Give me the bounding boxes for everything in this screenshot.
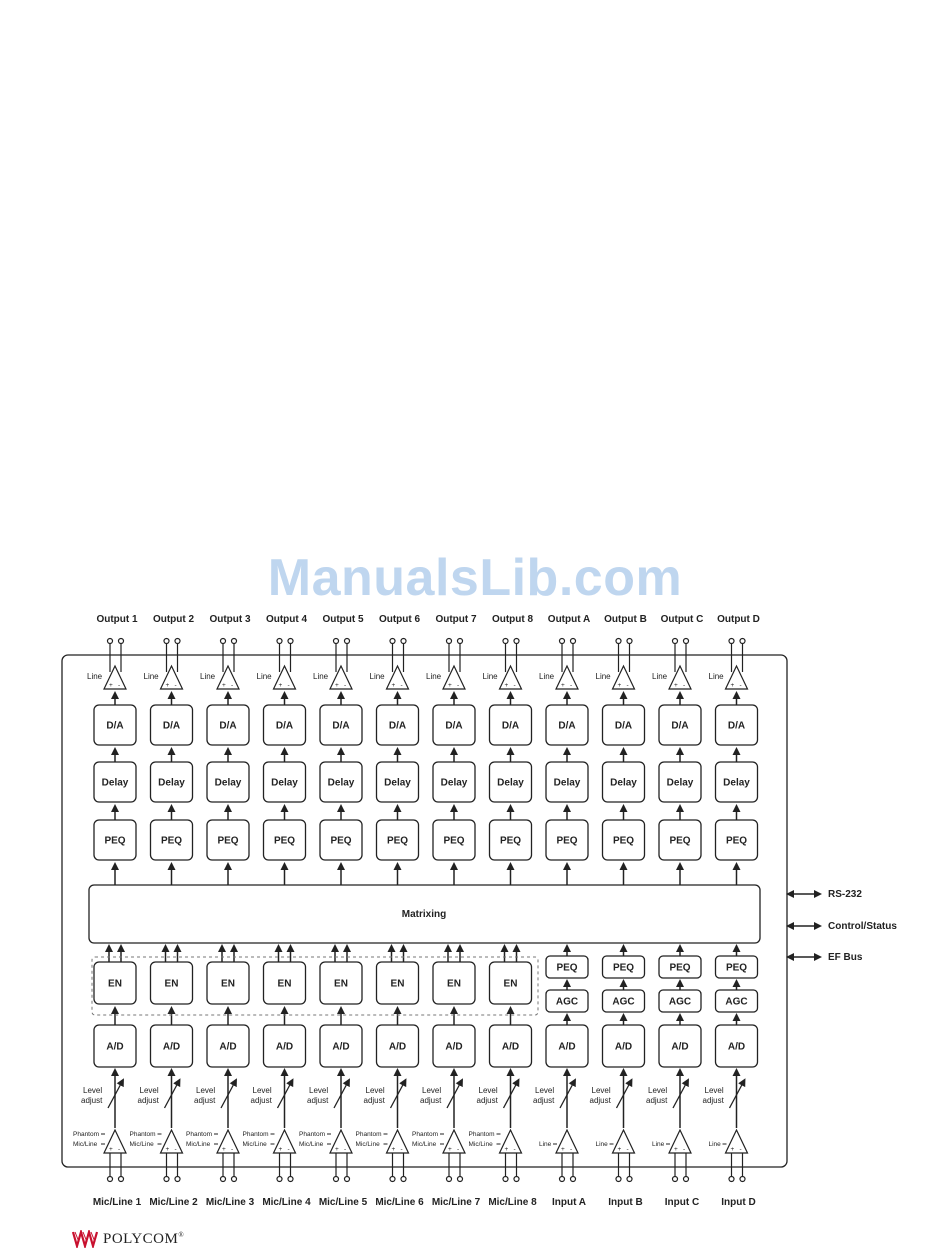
input-peq-label: PEQ (725, 962, 748, 974)
da-label: D/A (219, 720, 237, 732)
line-amp-triangle (443, 666, 465, 689)
adjust-label: adjust (363, 1096, 385, 1105)
level-label: Level (252, 1086, 272, 1095)
peq-label: PEQ (443, 835, 465, 847)
line-amp-triangle (217, 666, 239, 689)
input-amp-triangle (387, 1130, 409, 1153)
input-terminal (684, 1177, 689, 1182)
amp-minus: - (400, 1146, 403, 1153)
peq-label: PEQ (104, 835, 126, 847)
output-label: Output 2 (152, 614, 195, 625)
da-label: D/A (332, 720, 350, 732)
peq-label: PEQ (556, 835, 578, 847)
output-terminal (119, 639, 124, 644)
output-terminal (571, 639, 576, 644)
level-label: Level (196, 1086, 216, 1095)
polycom-wordmark: POLYCOM (103, 1230, 179, 1247)
line-amp-label: Line (708, 672, 724, 681)
output-terminal (232, 639, 237, 644)
da-label: D/A (388, 720, 407, 732)
amp-minus: - (287, 682, 290, 689)
delay-label: Delay (214, 777, 242, 789)
amp-plus: + (109, 682, 113, 689)
amp-plus: + (165, 1146, 170, 1153)
adjust-label: adjust (307, 1096, 329, 1105)
input-label: Input C (664, 1197, 700, 1208)
mic-line-label: Mic/Line (242, 1141, 267, 1148)
delay-label: Delay (610, 777, 637, 789)
input-terminal (345, 1177, 350, 1182)
amp-plus: + (278, 1146, 283, 1153)
input-peq-label: PEQ (669, 962, 691, 974)
da-label: D/A (275, 720, 294, 732)
adjust-label: adjust (533, 1096, 555, 1105)
level-label: Level (83, 1086, 103, 1095)
output-terminal (345, 639, 350, 644)
ad-label: A/D (219, 1041, 237, 1053)
output-terminal (458, 639, 463, 644)
output-label: Output 3 (209, 614, 251, 625)
agc-label: AGC (555, 996, 579, 1008)
amp-minus: - (344, 682, 347, 689)
amp-minus: - (174, 682, 177, 689)
agc-label: AGC (725, 996, 748, 1008)
mic-line-label: Mic/Line (412, 1141, 437, 1148)
ad-label: A/D (614, 1041, 633, 1053)
input-terminal (175, 1177, 180, 1182)
output-label: Output 4 (265, 614, 308, 625)
output-terminal (729, 639, 734, 644)
input-terminal (277, 1177, 282, 1182)
output-label: Output 8 (491, 614, 534, 625)
rs232-label: RS-232 (828, 889, 862, 900)
phantom-label: Phantom (299, 1131, 326, 1138)
delay-label: Delay (158, 777, 185, 789)
delay-label: Delay (327, 777, 355, 789)
line-input-label: Line (708, 1141, 721, 1148)
level-label: Level (309, 1086, 329, 1095)
input-label: Mic/Line 3 (205, 1197, 255, 1208)
polycom-logo (72, 1228, 184, 1250)
output-label: Output D (717, 614, 760, 625)
peq-label: PEQ (160, 835, 183, 847)
phantom-label: Phantom (129, 1131, 156, 1138)
output-terminal (108, 639, 113, 644)
polycom-logo-text (103, 1231, 184, 1248)
amp-plus: + (222, 1146, 226, 1153)
line-amp-label: Line (313, 672, 329, 681)
line-amp-triangle (387, 666, 409, 689)
mic-line-label: Mic/Line (73, 1141, 98, 1148)
amp-minus: - (513, 682, 516, 689)
input-terminal (164, 1177, 169, 1182)
input-amp-triangle (274, 1130, 296, 1153)
mic-line-label: Mic/Line (355, 1141, 380, 1148)
ad-label: A/D (445, 1041, 463, 1053)
delay-label: Delay (101, 777, 129, 789)
ad-label: A/D (501, 1041, 520, 1053)
rs232-port (792, 889, 862, 900)
delay-label: Delay (666, 777, 694, 789)
amp-plus: + (617, 1146, 622, 1153)
input-terminal (503, 1177, 508, 1182)
input-terminal (560, 1177, 565, 1182)
amp-plus: + (448, 1146, 452, 1153)
da-label: D/A (501, 720, 520, 732)
input-amp-triangle (330, 1130, 352, 1153)
level-label: Level (704, 1086, 724, 1095)
delay-label: Delay (553, 777, 581, 789)
input-amp-triangle (443, 1130, 465, 1153)
adjust-label: adjust (646, 1096, 668, 1105)
mic-line-label: Mic/Line (186, 1141, 211, 1148)
amp-minus: - (344, 1146, 347, 1153)
da-label: D/A (445, 720, 463, 732)
level-label: Level (648, 1086, 668, 1095)
input-terminal (740, 1177, 745, 1182)
amp-plus: + (222, 682, 226, 689)
amp-minus: - (626, 1146, 629, 1153)
input-amp-triangle (217, 1130, 239, 1153)
control-status-port (792, 921, 897, 932)
ef-bus-label: EF Bus (828, 952, 863, 963)
da-label: D/A (727, 720, 746, 732)
input-label: Mic/Line 2 (149, 1197, 198, 1208)
amp-plus: + (674, 1146, 678, 1153)
line-amp-triangle (104, 666, 126, 689)
input-label: Mic/Line 8 (488, 1197, 537, 1208)
amp-minus: - (683, 1146, 686, 1153)
input-label: Input A (551, 1197, 587, 1208)
input-terminal (119, 1177, 124, 1182)
en-label: EN (447, 978, 461, 990)
delay-label: Delay (271, 777, 298, 789)
amp-minus: - (739, 682, 742, 689)
delay-label: Delay (440, 777, 468, 789)
ad-label: A/D (106, 1041, 124, 1053)
en-label: EN (334, 978, 348, 990)
input-label: Input B (608, 1197, 643, 1208)
amp-minus: - (739, 1146, 742, 1153)
amp-plus: + (278, 682, 283, 689)
amp-plus: + (504, 1146, 509, 1153)
phantom-label: Phantom (355, 1131, 382, 1138)
phantom-label: Phantom (468, 1131, 495, 1138)
amp-minus: - (683, 682, 686, 689)
amp-plus: + (561, 682, 565, 689)
input-amp-triangle (161, 1130, 183, 1153)
en-label: EN (277, 978, 292, 990)
amp-plus: + (448, 682, 452, 689)
da-label: D/A (558, 720, 576, 732)
amp-minus: - (287, 1146, 290, 1153)
amp-plus: + (730, 682, 735, 689)
level-label: Level (478, 1086, 498, 1095)
line-amp-triangle (726, 666, 748, 689)
peq-label: PEQ (725, 835, 748, 847)
output-terminal (447, 639, 452, 644)
en-label: EN (390, 978, 405, 990)
output-terminal (390, 639, 395, 644)
line-amp-label: Line (369, 672, 385, 681)
amp-plus: + (730, 1146, 735, 1153)
amp-minus: - (570, 1146, 573, 1153)
agc-label: AGC (668, 996, 692, 1008)
mic-line-label: Mic/Line (468, 1141, 493, 1148)
output-label: Output 5 (322, 614, 364, 625)
peq-label: PEQ (612, 835, 635, 847)
phantom-label: Phantom (412, 1131, 439, 1138)
input-label: Mic/Line 5 (318, 1197, 368, 1208)
line-amp-label: Line (143, 672, 159, 681)
adjust-label: adjust (476, 1096, 498, 1105)
phantom-label: Phantom (73, 1131, 100, 1138)
line-input-label: Line (595, 1141, 608, 1148)
input-terminal (514, 1177, 519, 1182)
line-amp-label: Line (200, 672, 216, 681)
input-terminal (390, 1177, 395, 1182)
output-terminal (616, 639, 621, 644)
input-terminal (458, 1177, 463, 1182)
level-label: Level (422, 1086, 442, 1095)
amp-minus: - (457, 682, 460, 689)
input-peq-label: PEQ (556, 962, 578, 974)
output-terminal (334, 639, 339, 644)
ad-label: A/D (558, 1041, 576, 1053)
output-terminal (401, 639, 406, 644)
output-label: Output 6 (378, 614, 421, 625)
output-label: Output A (547, 614, 591, 625)
amp-plus: + (109, 1146, 113, 1153)
input-label: Mic/Line 1 (92, 1197, 142, 1208)
amp-minus: - (570, 682, 573, 689)
ad-label: A/D (162, 1041, 181, 1053)
ad-label: A/D (332, 1041, 350, 1053)
level-label: Level (365, 1086, 385, 1095)
amp-plus: + (335, 682, 339, 689)
adjust-label: adjust (250, 1096, 272, 1105)
line-input-label: Line (652, 1141, 665, 1148)
line-amp-triangle (161, 666, 183, 689)
input-terminal (447, 1177, 452, 1182)
ad-label: A/D (388, 1041, 407, 1053)
amp-minus: - (513, 1146, 516, 1153)
adjust-label: adjust (81, 1096, 103, 1105)
amp-plus: + (617, 682, 622, 689)
input-terminal (729, 1177, 734, 1182)
input-label: Mic/Line 7 (431, 1197, 481, 1208)
input-terminal (673, 1177, 678, 1182)
input-amp-triangle (104, 1130, 126, 1153)
peq-label: PEQ (273, 835, 296, 847)
input-terminal (401, 1177, 406, 1182)
level-label: Level (591, 1086, 611, 1095)
trademark-mark: ® (178, 1230, 185, 1239)
adjust-label: adjust (137, 1096, 159, 1105)
line-amp-triangle (500, 666, 522, 689)
line-amp-triangle (669, 666, 691, 689)
input-terminal (334, 1177, 339, 1182)
line-amp-label: Line (256, 672, 272, 681)
line-input-label: Line (539, 1141, 552, 1148)
delay-label: Delay (497, 777, 524, 789)
da-label: D/A (106, 720, 124, 732)
peq-label: PEQ (669, 835, 691, 847)
line-amp-triangle (274, 666, 296, 689)
ad-label: A/D (275, 1041, 294, 1053)
amp-minus: - (400, 682, 403, 689)
da-label: D/A (614, 720, 633, 732)
amp-plus: + (391, 682, 396, 689)
amp-plus: + (561, 1146, 565, 1153)
input-terminal (627, 1177, 632, 1182)
input-amp-triangle (556, 1130, 578, 1153)
output-label: Output 1 (96, 614, 138, 625)
input-terminal (221, 1177, 226, 1182)
peq-label: PEQ (386, 835, 409, 847)
amp-minus: - (118, 682, 121, 689)
output-terminal (673, 639, 678, 644)
input-amp-triangle (726, 1130, 748, 1153)
line-amp-triangle (613, 666, 635, 689)
amp-plus: + (674, 682, 678, 689)
output-terminal (627, 639, 632, 644)
amp-plus: + (335, 1146, 339, 1153)
line-amp-label: Line (595, 672, 611, 681)
peq-label: PEQ (499, 835, 522, 847)
amp-minus: - (231, 682, 234, 689)
amp-minus: - (457, 1146, 460, 1153)
polycom-logo-icon (72, 1230, 98, 1248)
output-label: Output C (660, 614, 704, 625)
output-label: Output 7 (435, 614, 477, 625)
phantom-label: Phantom (242, 1131, 269, 1138)
adjust-label: adjust (702, 1096, 724, 1105)
amp-plus: + (165, 682, 170, 689)
output-terminal (175, 639, 180, 644)
adjust-label: adjust (589, 1096, 611, 1105)
mic-line-label: Mic/Line (299, 1141, 324, 1148)
output-label: Output B (604, 614, 647, 625)
amp-minus: - (231, 1146, 234, 1153)
level-label: Level (535, 1086, 555, 1095)
input-amp-triangle (500, 1130, 522, 1153)
input-amp-triangle (613, 1130, 635, 1153)
output-terminal (560, 639, 565, 644)
agc-label: AGC (612, 996, 635, 1008)
input-label: Mic/Line 6 (375, 1197, 424, 1208)
matrixing-label: Matrixing (401, 909, 447, 920)
input-terminal (108, 1177, 113, 1182)
amp-minus: - (174, 1146, 177, 1153)
line-amp-triangle (556, 666, 578, 689)
phantom-label: Phantom (186, 1131, 213, 1138)
input-terminal (571, 1177, 576, 1182)
peq-label: PEQ (217, 835, 239, 847)
input-label: Mic/Line 4 (262, 1197, 311, 1208)
output-terminal (277, 639, 282, 644)
delay-label: Delay (723, 777, 750, 789)
line-amp-label: Line (539, 672, 555, 681)
mic-line-label: Mic/Line (129, 1141, 154, 1148)
en-label: EN (164, 978, 179, 990)
level-label: Level (139, 1086, 159, 1095)
line-amp-triangle (330, 666, 352, 689)
amp-plus: + (391, 1146, 396, 1153)
input-amp-triangle (669, 1130, 691, 1153)
amp-plus: + (504, 682, 509, 689)
watermark: ManualsLib.com (267, 549, 683, 607)
adjust-label: adjust (194, 1096, 216, 1105)
control-status-label: Control/Status (828, 921, 897, 932)
adjust-label: adjust (420, 1096, 442, 1105)
output-terminal (221, 639, 226, 644)
output-terminal (503, 639, 508, 644)
amp-minus: - (118, 1146, 121, 1153)
output-terminal (740, 639, 745, 644)
line-amp-label: Line (652, 672, 668, 681)
da-label: D/A (162, 720, 181, 732)
en-label: EN (503, 978, 518, 990)
input-peq-label: PEQ (612, 962, 635, 974)
en-label: EN (108, 978, 122, 990)
output-terminal (164, 639, 169, 644)
en-label: EN (221, 978, 235, 990)
input-terminal (616, 1177, 621, 1182)
output-terminal (514, 639, 519, 644)
amp-minus: - (626, 682, 629, 689)
ef-bus-port (792, 952, 863, 963)
input-terminal (232, 1177, 237, 1182)
output-terminal (288, 639, 293, 644)
da-label: D/A (671, 720, 689, 732)
input-label: Input D (721, 1197, 756, 1208)
line-amp-label: Line (87, 672, 103, 681)
ad-label: A/D (671, 1041, 689, 1053)
line-amp-label: Line (426, 672, 442, 681)
ad-label: A/D (727, 1041, 746, 1053)
peq-label: PEQ (330, 835, 352, 847)
line-amp-label: Line (482, 672, 498, 681)
input-terminal (288, 1177, 293, 1182)
output-terminal (684, 639, 689, 644)
delay-label: Delay (384, 777, 411, 789)
